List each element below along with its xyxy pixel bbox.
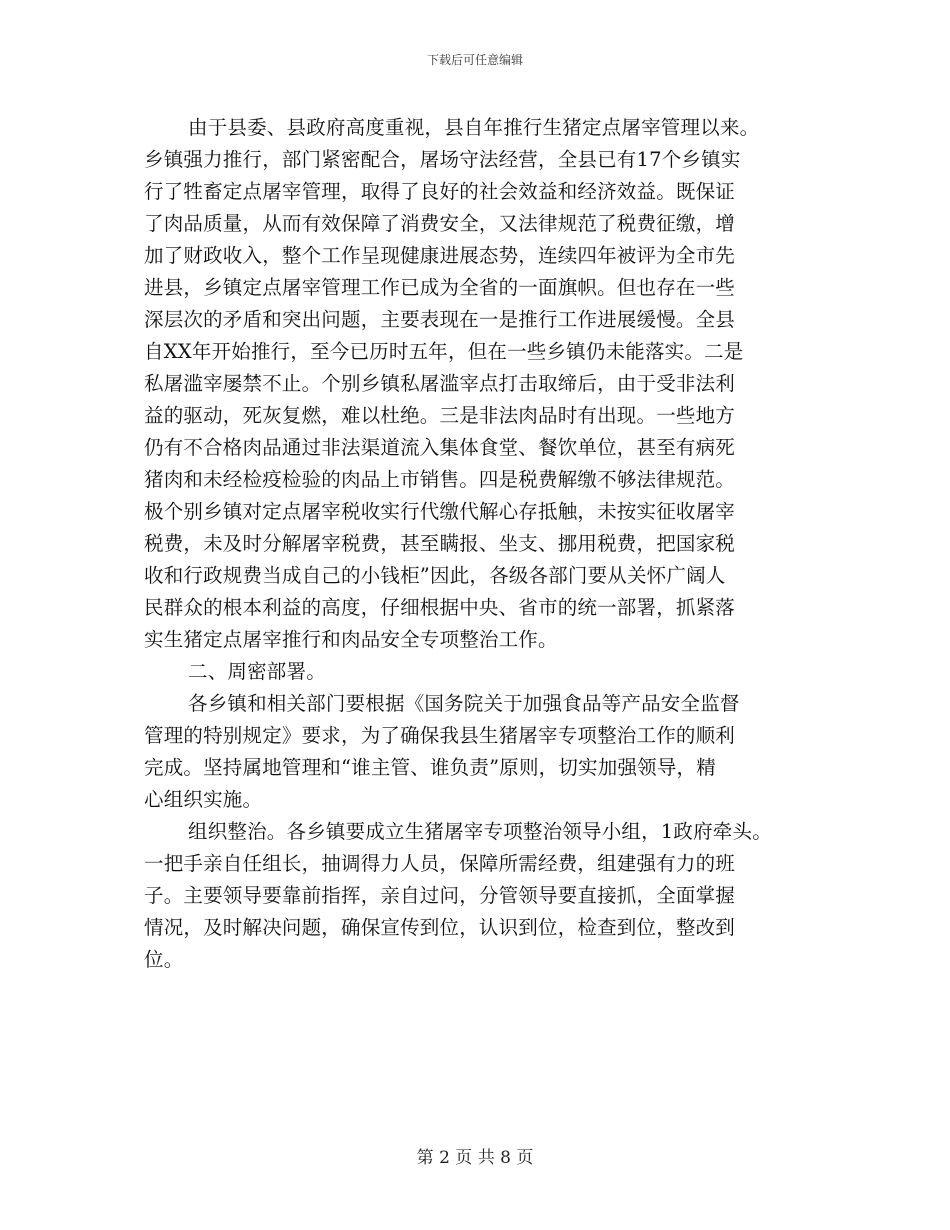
text-line: 仍有不合格肉品通过非法渠道流入集体食堂、餐饮单位，甚至有病死 (144, 436, 736, 459)
text-line: 了肉品质量，从而有效保障了消费安全，又法律规范了税费征缴，增 (144, 212, 736, 235)
text-line: 实生猪定点屠宰推行和肉品安全专项整治工作。 (144, 628, 558, 651)
page-number-footer: 第 2 页 共 8 页 (416, 1148, 534, 1168)
text-line: 组织整治。各乡镇要成立生猪屠宰专项整治领导小组，1政府牵头。 (188, 820, 772, 843)
text-line: 税费，未及时分解屠宰税费，甚至瞒报、坐支、挪用税费，把国家税 (144, 532, 736, 555)
text-line: 收和行政规费当成自己的小钱柜”因此，各级各部门要从关怀广阔人 (144, 564, 726, 587)
text-line: 民群众的根本利益的高度，仔细根据中央、省市的统一部署，抓紧落 (144, 596, 736, 619)
text-line: 自XX年开始推行，至今已历时五年，但在一些乡镇仍未能落实。二是 (144, 340, 744, 363)
text-line: 一把手亲自任组长，抽调得力人员，保障所需经费，组建强有力的班 (144, 852, 736, 875)
text-line: 极个别乡镇对定点屠宰税收实行代缴代解心存抵触，未按实征收屠宰 (144, 500, 736, 523)
document-body (144, 112, 844, 976)
text-line: 进县，乡镇定点屠宰管理工作已成为全省的一面旗帜。但也存在一些 (144, 276, 736, 299)
text-line: 猪肉和未经检疫检验的肉品上市销售。四是税费解缴不够法律规范。 (144, 468, 736, 491)
text-line: 私屠滥宰屡禁不止。个别乡镇私屠滥宰点打击取缔后，由于受非法利 (144, 372, 736, 395)
text-line: 由于县委、县政府高度重视，县自年推行生猪定点屠宰管理以来。 (188, 116, 760, 139)
text-line: 位。 (144, 948, 184, 971)
page-header: 下载后可任意编辑 (426, 53, 523, 67)
text-line: 加了财政收入，整个工作呈现健康进展态势，连续四年被评为全市先 (144, 244, 736, 267)
text-line: 完成。坚持属地管理和“谁主管、谁负责”原则，切实加强领导，精 (144, 756, 716, 779)
text-line: 行了牲畜定点屠宰管理，取得了良好的社会效益和经济效益。既保证 (144, 180, 736, 203)
text-line: 深层次的矛盾和突出问题，主要表现在一是推行工作进展缓慢。全县 (144, 308, 736, 331)
text-line: 各乡镇和相关部门要根据《国务院关于加强食品等产品安全监督 (188, 692, 740, 715)
text-line: 益的驱动，死灰复燃，难以杜绝。三是非法肉品时有出现。一些地方 (144, 404, 736, 427)
text-line: 管理的特别规定》要求，为了确保我县生猪屠宰专项整治工作的顺利 (144, 724, 736, 747)
text-line: 情况，及时解决问题，确保宣传到位，认识到位，检查到位，整改到 (144, 916, 736, 939)
text-line: 子。主要领导要靠前指挥，亲自过问，分管领导要直接抓，全面掌握 (144, 884, 736, 907)
section-heading: 二、周密部署。 (188, 660, 326, 683)
text-line: 乡镇强力推行，部门紧密配合，屠场守法经营，全县已有17个乡镇实 (144, 148, 741, 171)
text-line: 心组织实施。 (144, 788, 263, 811)
